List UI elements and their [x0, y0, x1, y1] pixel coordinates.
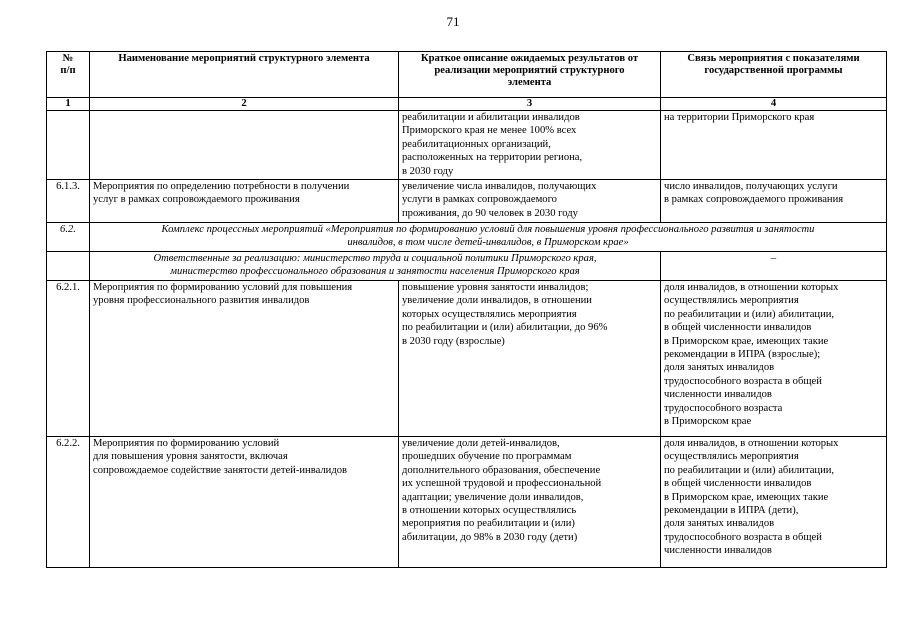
row-measure-name: Мероприятия по формированию условий для повышения уровня профессионального развития инвалидов	[90, 281, 399, 437]
column-index: 1	[47, 98, 90, 111]
row-number: 6.1.3.	[47, 180, 90, 223]
column-index: 4	[661, 98, 887, 111]
column-index: 2	[90, 98, 399, 111]
row-indicator-link: доля инвалидов, в отношении которых осуществлялись мероприятия по реабилитации и (или) абилитации, в общей численности инвалидов в Приморском крае, имеющих такие рекомендации в ИПРА (дети), доля занятых инвалидов трудоспособного возраста в общей численности инвалидов	[661, 437, 887, 568]
responsible-parties: Ответственные за реализацию: министерство труда и социальной политики Приморского края, министерство профессионального образования и занятости населения Приморского края	[90, 252, 661, 281]
table-row	[47, 281, 887, 437]
complex-number: 6.2.	[47, 223, 90, 252]
row-number: 6.2.2.	[47, 437, 90, 568]
header-expected-results: Краткое описание ожидаемых результатов от реализации мероприятий структурного элемента	[399, 52, 661, 98]
complex-title: Комплекс процессных мероприятий «Мероприятия по формированию условий для повышения уровня профессионального развития и занятости инвалидов, в том числе детей-инвалидов, в Приморском крае»	[90, 223, 887, 252]
row-indicator-link: число инвалидов, получающих услуги в рамках сопровождаемого проживания	[661, 180, 887, 223]
complex-title-row	[47, 223, 887, 252]
row-expected-result: увеличение числа инвалидов, получающих услуги в рамках сопровождаемого проживания, до 90 человек в 2030 году	[399, 180, 661, 223]
table-row	[47, 437, 887, 568]
row-measure-name: Мероприятия по определению потребности в получении услуг в рамках сопровождаемого проживания	[90, 180, 399, 223]
row-number: 6.2.1.	[47, 281, 90, 437]
row-measure-name	[90, 111, 399, 180]
measures-table	[46, 51, 887, 568]
row-expected-result: увеличение доли детей-инвалидов, прошедших обучение по программам дополнительного образования, обеспечение их успешной трудовой и профессиональной адаптации; увеличение доли инвалидов, в отношении которых осуществлялись мероприятия по реабилитации и (или) абилитации, до 98% в 2030 году (дети)	[399, 437, 661, 568]
header-number: № п/п	[47, 52, 90, 98]
row-expected-result: повышение уровня занятости инвалидов; увеличение доли инвалидов, в отношении которых осуществлялись мероприятия по реабилитации и (или) абилитации, до 96% в 2030 году (взрослые)	[399, 281, 661, 437]
row-measure-name: Мероприятия по формированию условий для повышения уровня занятости, включая сопровождаемое содействие занятости детей-инвалидов	[90, 437, 399, 568]
row-number	[47, 111, 90, 180]
header-measure-name: Наименование мероприятий структурного элемента	[90, 52, 399, 98]
page-number: 71	[446, 14, 460, 29]
responsible-link: –	[661, 252, 887, 281]
column-index: 3	[399, 98, 661, 111]
row-indicator-link: доля инвалидов, в отношении которых осуществлялись мероприятия по реабилитации и (или) абилитации, в общей численности инвалидов в Приморском крае, имеющих такие рекомендации в ИПРА (взрослые); доля занятых инвалидов трудоспособного возраста в общей численности инвалидов трудоспособного возраста в Приморском крае	[661, 281, 887, 437]
column-index-row	[47, 98, 887, 111]
row-indicator-link: на территории Приморского края	[661, 111, 887, 180]
header-indicator-link: Связь мероприятия с показателями государственной программы	[661, 52, 887, 98]
row-expected-result: реабилитации и абилитации инвалидов Приморского края не менее 100% всех реабилитационных организаций, расположенных на территории региона, в 2030 году	[399, 111, 661, 180]
table-row	[47, 111, 887, 180]
responsible-row	[47, 252, 887, 281]
responsible-empty-cell	[47, 252, 90, 281]
table-header-row	[47, 52, 887, 98]
table-row	[47, 180, 887, 223]
